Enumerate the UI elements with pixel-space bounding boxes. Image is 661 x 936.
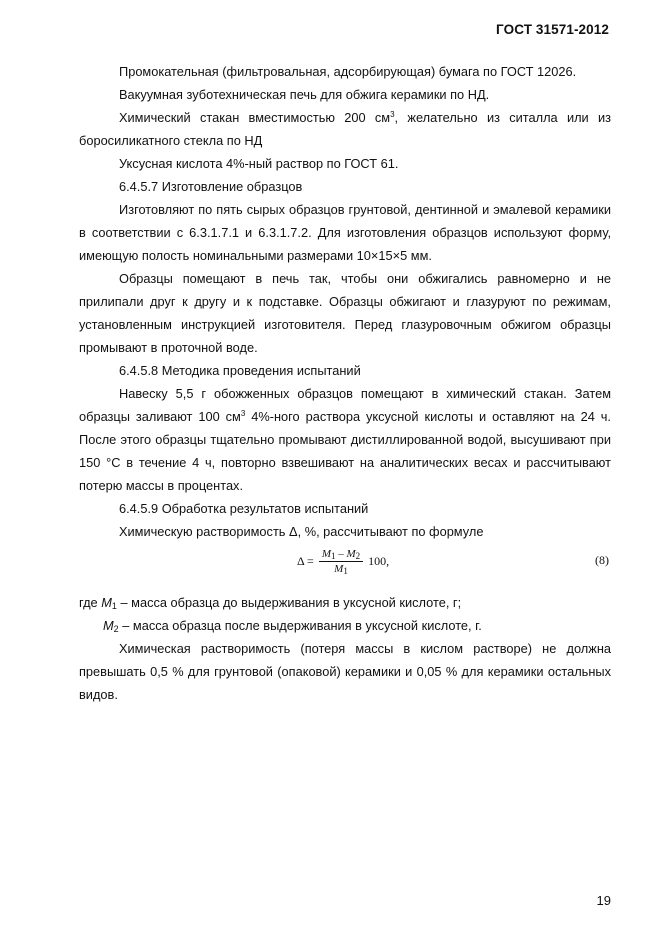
section-heading-test-method: 6.4.5.8 Методика проведения испытаний [119,363,361,378]
cubic-superscript: 3 [390,110,395,119]
beaker-text-end: , желательно из ситалла или из боросиликатного стекла по НД [79,110,611,148]
test-method-text-start: Навеску 5,5 г обожженных образцов помещают в химический стакан. Затем образцы заливают 100 см [79,386,611,424]
section-heading-sample-preparation: 6.4.5.7 Изготовление образцов [119,179,303,194]
page-content [79,60,611,706]
paragraph-test-method [79,382,611,497]
formula-numerator: $M_1 - M_2$ [319,547,363,562]
beaker-text-start: Химический стакан вместимостью 200 см [119,110,391,125]
paragraph-vacuum-furnace: Вакуумная зуботехническая печь для обжига керамики по НД. [119,87,490,102]
document-header: ГОСТ 31571-2012 [496,22,609,37]
page-number: 19 [596,893,611,908]
solubility-formula [297,547,389,576]
paragraph-chemical-beaker [79,106,611,152]
paragraph-firing: Образцы помещают в печь так, чтобы они обжигались равномерно и не прилипали друг к другу и к подставке. Образцы обжигают и глазуруют по режимам, установленным инструкцией изготовителя. Перед глазуровочным обжигом образцы промывают в проточной воде. [79,271,611,355]
paragraph-blotting-paper: Промокательная (фильтровальная, адсорбирующая) бумага по ГОСТ 12026. [119,64,577,79]
section-heading-results: 6.4.5.9 Обработка результатов испытаний [119,501,369,516]
paragraph-formula-intro: Химическую растворимость Δ, %, рассчитывают по формуле [119,524,484,539]
paragraph-acetic-acid: Уксусная кислота 4%-ный раствор по ГОСТ 61. [119,156,399,171]
formula-lhs: Δ = [297,554,314,568]
cubic-superscript: 3 [240,409,246,418]
formula-fraction [319,547,363,576]
paragraph-sample-preparation: Изготовляют по пять сырых образцов грунтовой, дентинной и эмалевой керамики в соответствии с 6.3.1.7.1 и 6.3.1.7.2. Для изготовления образцов используют форму, имеющую полость номинальными размерами 10×15×5 мм. [79,202,611,263]
test-method-text-end: 4%-ного раствора уксусной кислоты и оставляют на 24 ч. После этого образцы тщательно промывают дистиллированной водой, высушивают при 150 °С в течение 4 ч, повторно взвешивают на аналитических весах и рассчитывают потерю массы в процентах. [79,409,611,493]
paragraph-solubility-limit: Химическая растворимость (потеря массы в кислом растворе) не должна превышать 0,5 % для грунтовой (опаковой) керамики и 0,05 % для керамики остальных видов. [79,641,611,702]
where-m1-definition: где $M_1$ – масса образца до выдерживания в уксусной кислоте, г; [79,595,462,611]
formula-denominator: $M_1$ [334,563,348,576]
equation-number: (8) [595,553,609,567]
formula-block [79,543,611,591]
where-m2-definition: $M_2$ – масса образца после выдерживания в уксусной кислоте, г. [103,618,482,634]
formula-rhs: 100, [368,554,390,568]
